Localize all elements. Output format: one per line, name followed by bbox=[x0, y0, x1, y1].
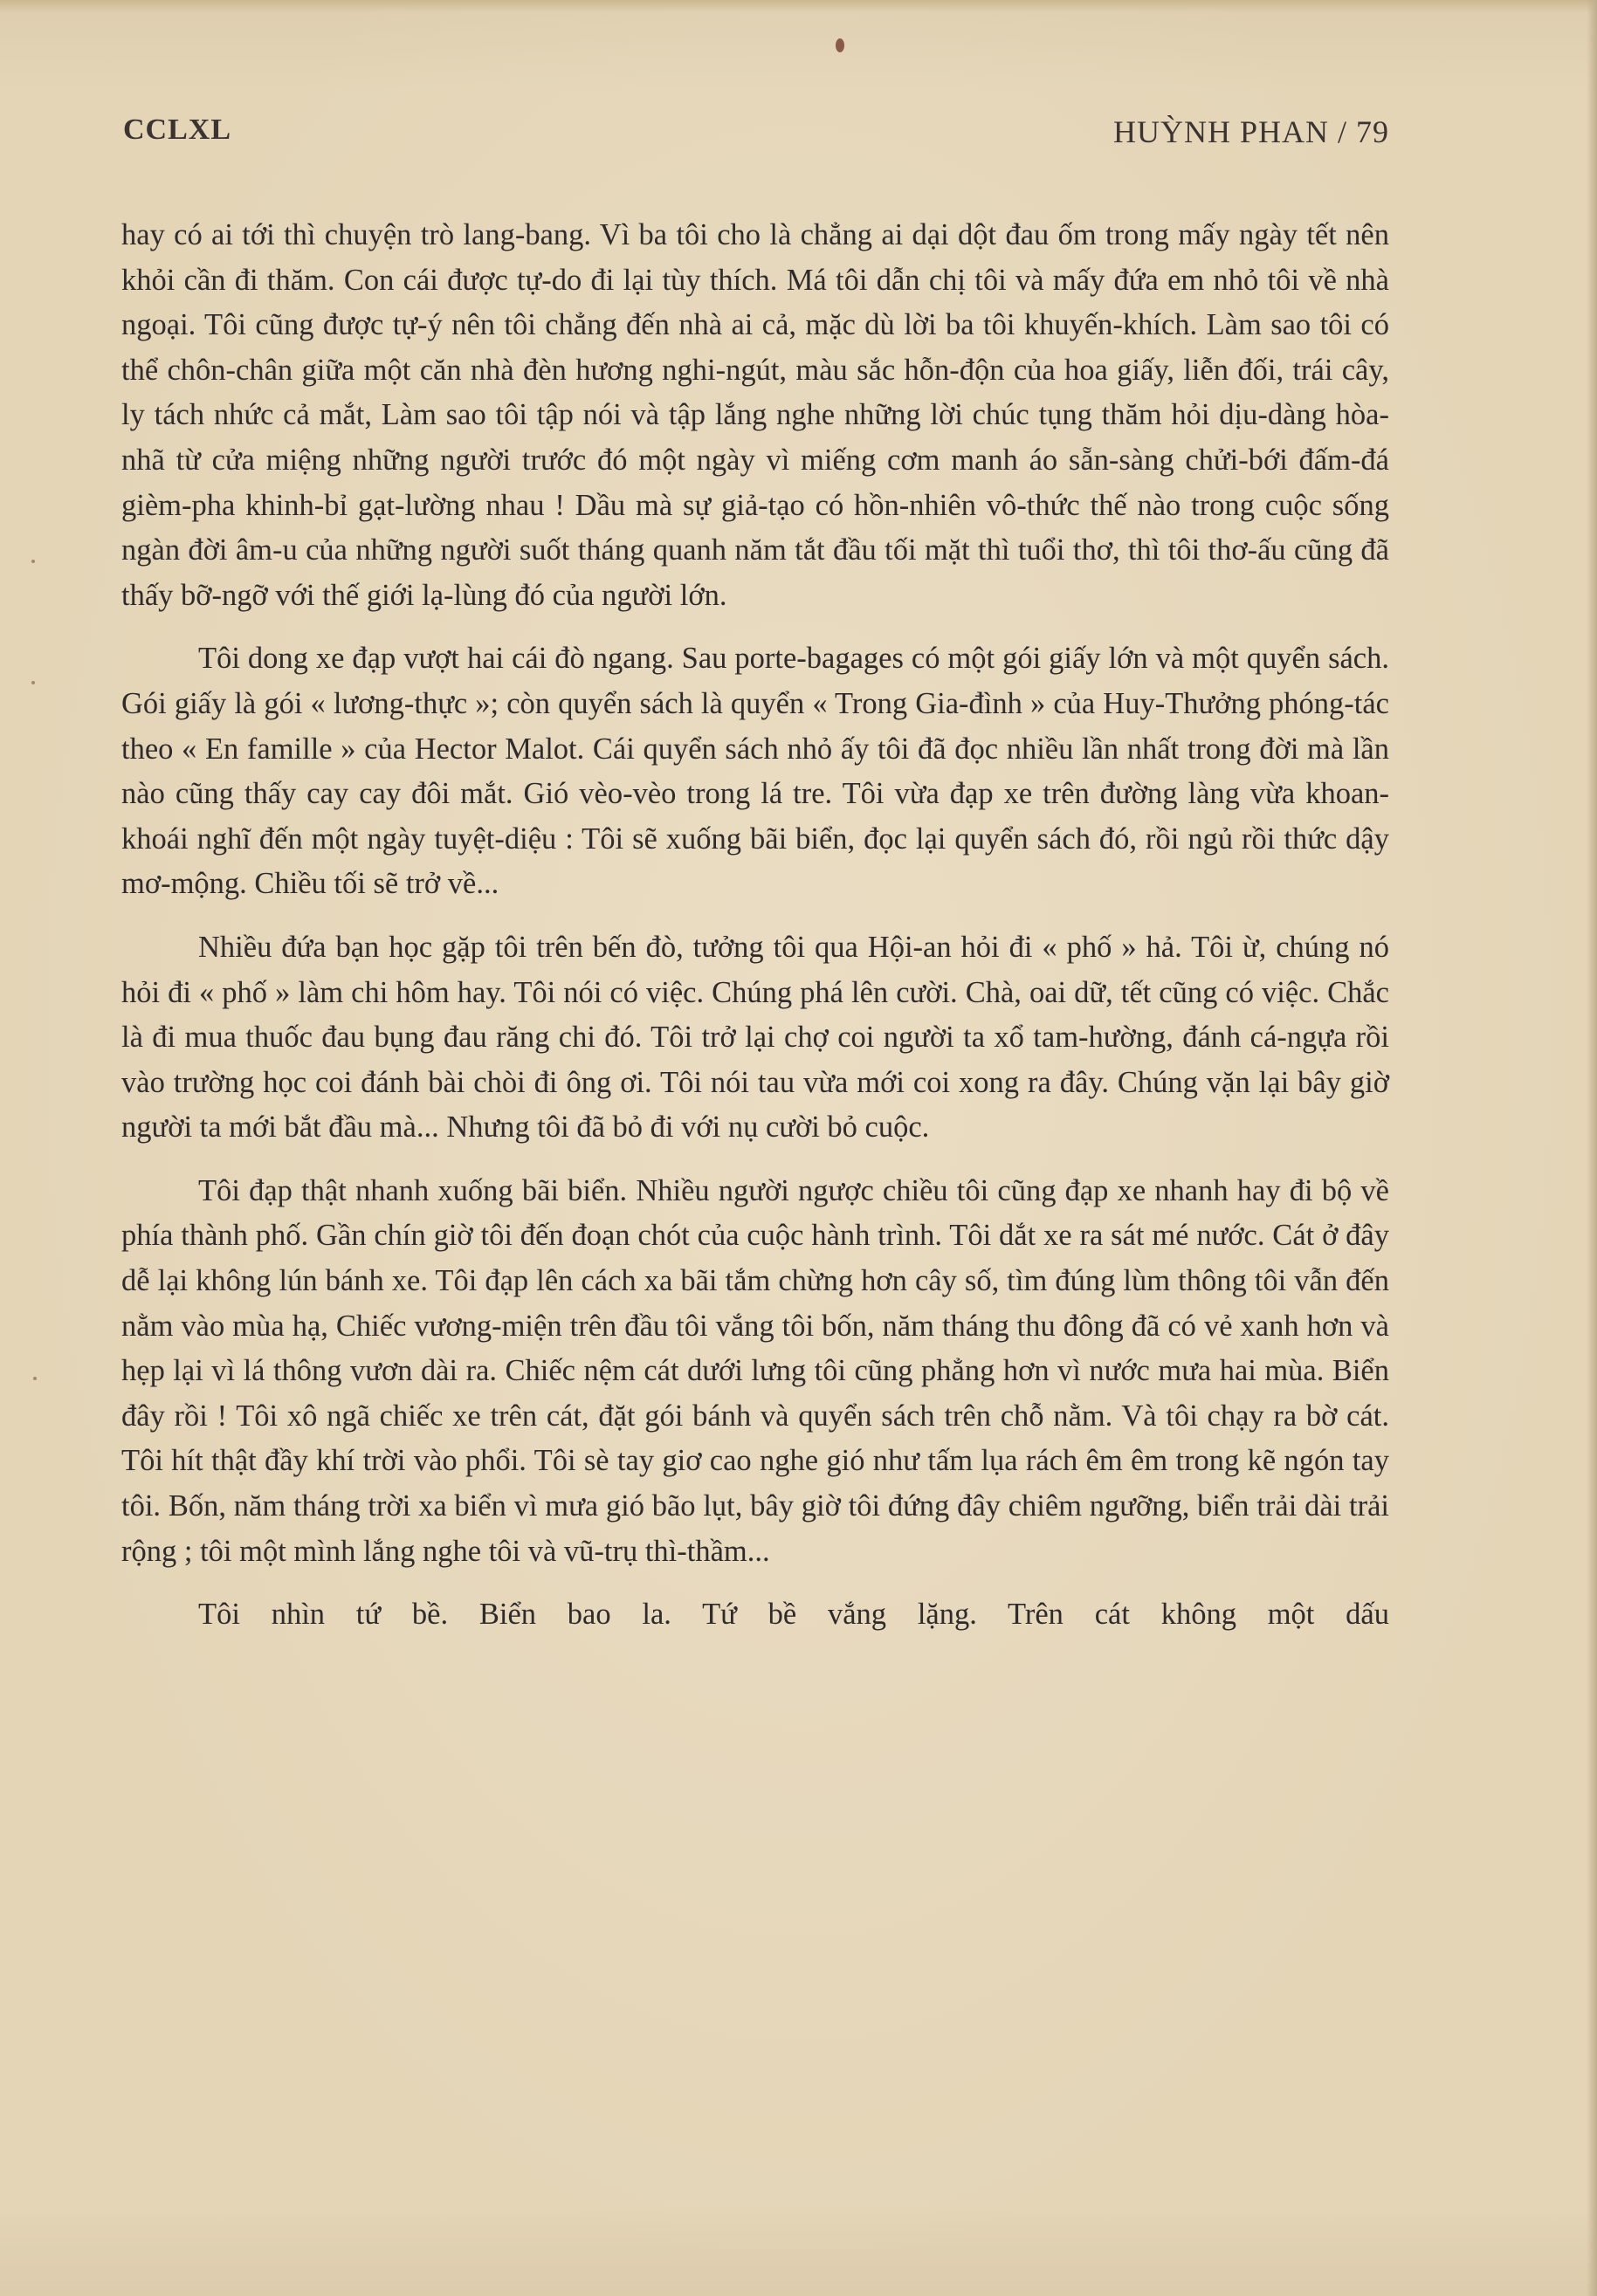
paragraph-1: hay có ai tới thì chuyện trò lang-bang. Vì ba tôi cho là chẳng ai dại dột đau ốm trong mấy ngày tết nên khỏi cần đi thăm. Con cái được tự-do đi lại tùy thích. Má tôi dẫn chị tôi và mấy đứa em nhỏ tôi về nhà ngoại. Tôi cũng được tự-ý nên tôi chẳng đến nhà ai cả, mặc dù lời ba tôi khuyến-khích. Làm sao tôi có thể chôn-chân giữa một căn nhà đèn hương nghi-ngút, màu sắc hỗn-độn của hoa giấy, liễn đối, trái cây, ly tách nhức cả mắt, Làm sao tôi tập nói và tập lắng nghe những lời chúc tụng thăm hỏi dịu-dàng hòa-nhã từ cửa miệng những người trước đó một ngày vì miếng cơm manh áo sẵn-sàng chửi-bới đấm-đá gièm-pha khinh-bỉ gạt-lường nhau ! Dầu mà sự giả-tạo có hồn-nhiên vô-thức thế nào trong cuộc sống ngàn đời âm-u của những người suốt tháng quanh năm tắt đầu tối mặt thì tuổi thơ, thì tôi thơ-ấu cũng đã thấy bỡ-ngỡ với thế giới lạ-lùng đó của người lớn. bbox=[121, 218, 1389, 612]
paragraph-gap bbox=[121, 618, 1389, 636]
ink-spot bbox=[836, 38, 844, 52]
paragraph-2: Tôi dong xe đạp vượt hai cái đò ngang. Sau porte-bagages có một gói giấy lớn và một quyển sách. Gói giấy là gói « lương-thực »; còn quyển sách là quyển « Trong Gia-đình » của Huy-Thưởng phóng-tác theo « En famille » của Hector Malot. Cái quyển sách nhỏ ấy tôi đã đọc nhiều lần nhất trong đời mà lần nào cũng thấy cay cay đôi mắt. Gió vèo-vèo trong lá tre. Tôi vừa đạp xe trên đường làng vừa khoan-khoái nghĩ đến một ngày tuyệt-diệu : Tôi sẽ xuống bãi biển, đọc lại quyển sách đó, rồi ngủ rồi thức dậy mơ-mộng. Chiều tối sẽ trở về... bbox=[121, 642, 1389, 901]
running-head bbox=[123, 113, 1389, 157]
paragraph-5: Tôi nhìn tứ bề. Biển bao la. Tứ bề vắng lặng. Trên cát không một dấu bbox=[198, 1598, 1389, 1632]
page-right-edge bbox=[1587, 0, 1597, 2296]
paragraph-gap bbox=[121, 1151, 1389, 1169]
body-text bbox=[121, 213, 1389, 1638]
page-top-edge bbox=[0, 0, 1597, 12]
paragraph-3: Nhiều đứa bạn học gặp tôi trên bến đò, tưởng tôi qua Hội-an hỏi đi « phố » hả. Tôi ừ, chúng nó hỏi đi « phố » làm chi hôm hay. Tôi nói có việc. Chúng phá lên cười. Chà, oai dữ, tết cũng có việc. Chắc là đi mua thuốc đau bụng đau răng chi đó. Tôi trở lại chợ coi người ta xổ tam-hường, đánh cá-ngựa rồi vào trường học coi đánh bài chòi đi ông ơi. Tôi nói tau vừa mới coi xong ra đây. Chúng vặn lại bây giờ người ta mới bắt đầu mà... Nhưng tôi đã bỏ đi với nụ cười bỏ cuộc. bbox=[121, 930, 1389, 1145]
ink-speck bbox=[33, 1377, 37, 1380]
paragraph-gap bbox=[121, 907, 1389, 925]
ink-speck bbox=[31, 560, 35, 563]
paragraph-4: Tôi đạp thật nhanh xuống bãi biển. Nhiều người ngược chiều tôi cũng đạp xe nhanh hay đi bộ về phía thành phố. Gần chín giờ tôi đến đoạn chót của cuộc hành trình. Tôi dắt xe ra sát mé nước. Cát ở đây dễ lại không lún bánh xe. Tôi đạp lên cách xa bãi tắm chừng hơn cây số, tìm đúng lùm thông tôi vẫn đến nằm vào mùa hạ, Chiếc vương-miện trên đầu tôi vắng tôi bốn, năm tháng thu đông đã có vẻ xanh hơn và hẹp lại vì lá thông vươn dài ra. Chiếc nệm cát dưới lưng tôi cũng phẳng hơn vì nước mưa hai mùa. Biển đây rồi ! Tôi xô ngã chiếc xe trên cát, đặt gói bánh và quyển sách trên chỗ nằm. Và tôi chạy ra bờ cát. Tôi hít thật đầy khí trời vào phổi. Tôi sè tay giơ cao nghe gió như tấm lụa rách êm êm trong kẽ ngón tay tôi. Bốn, năm tháng trời xa biển vì mưa gió bão lụt, bây giờ tôi đứng đây chiêm ngưỡng, biển trải dài trải rộng ; tôi một mình lắng nghe tôi và vũ-trụ thì-thầm... bbox=[121, 1173, 1389, 1568]
paragraph-gap bbox=[121, 1574, 1389, 1592]
running-head-right: HUỲNH PHAN / 79 bbox=[1112, 114, 1389, 149]
running-head-left: CCLXL bbox=[123, 113, 232, 146]
ink-speck bbox=[31, 681, 35, 684]
